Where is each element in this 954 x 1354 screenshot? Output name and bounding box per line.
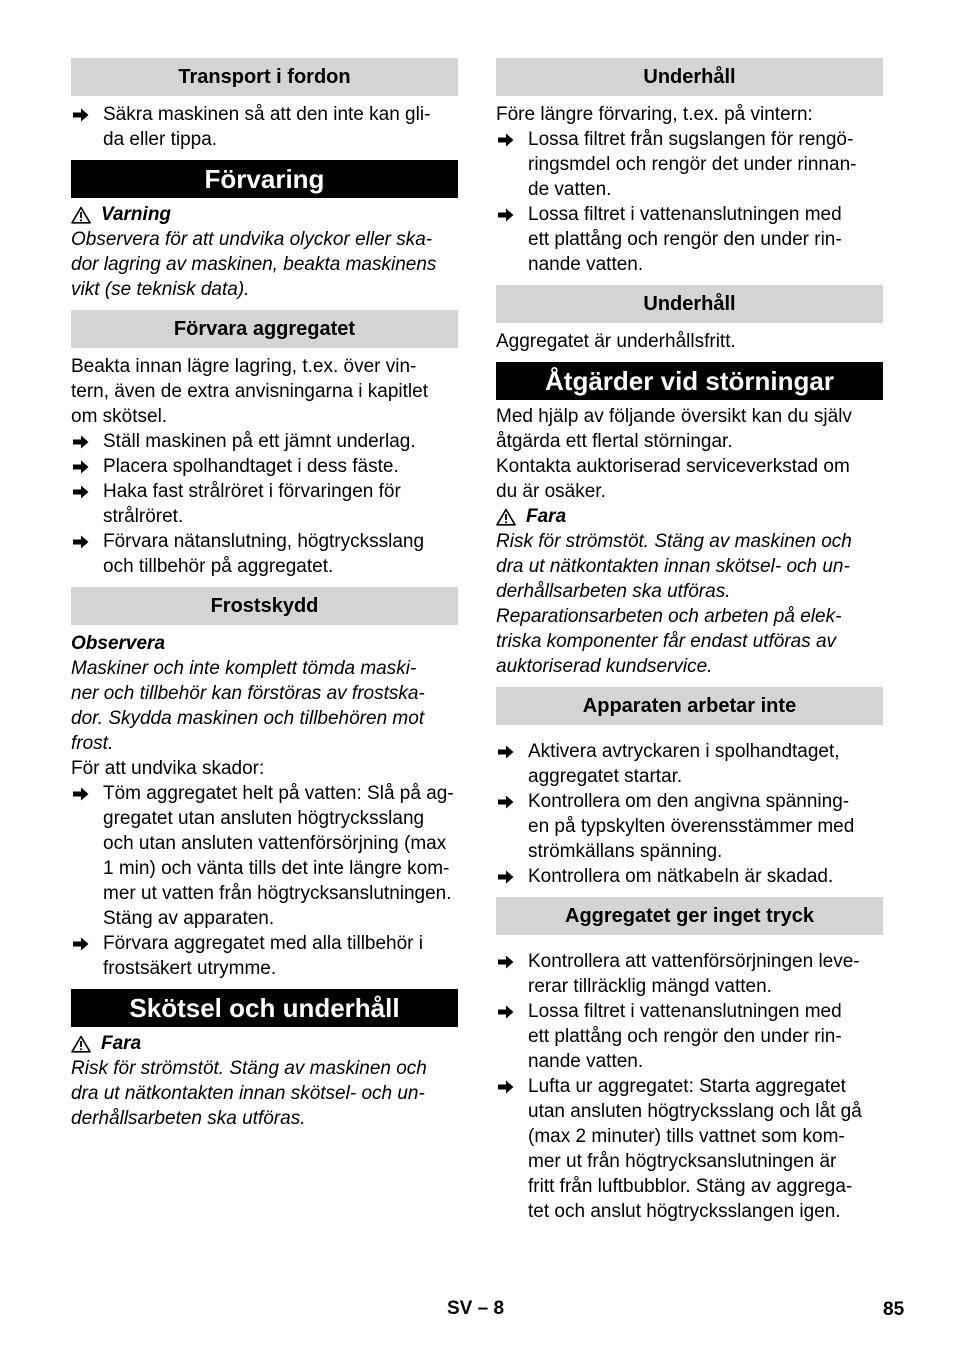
left-column [71, 58, 458, 1131]
list-item [71, 781, 458, 931]
list-item-text: Kontrollera att vattenförsörjningen leve- rerar tillräcklig mängd vatten. [528, 951, 860, 997]
list-item-text: Placera spolhandtaget i dess fäste. [103, 456, 399, 477]
footer-section: SV – 8 [447, 1298, 505, 1319]
tryck-heading: Aggregatet ger inget tryck [496, 897, 883, 935]
frost-list [71, 781, 458, 981]
arrow-right-icon [73, 485, 89, 499]
transport-list [71, 102, 458, 152]
list-item-text: Aktivera avtryckaren i spolhandtaget, aggregatet startar. [528, 741, 840, 787]
arrow-right-icon [498, 745, 514, 759]
fara-label-left [71, 1031, 458, 1056]
list-item [496, 739, 883, 789]
skotsel-heading: Skötsel och underhåll [71, 989, 458, 1027]
list-item [496, 202, 883, 277]
list-item [496, 999, 883, 1074]
arrow-right-icon [498, 955, 514, 969]
list-item-text: Kontrollera om den angivna spänning- en på typskylten överensstämmer med strömkällans spänning. [528, 791, 855, 862]
fara-text-label: Fara [101, 1033, 142, 1054]
arrow-right-icon [498, 795, 514, 809]
underhall2-text: Aggregatet är underhållsfritt. [496, 331, 736, 352]
frost-intro: För att undvika skador: [71, 758, 265, 779]
arrow-right-icon [498, 133, 514, 147]
atgarder-heading: Åtgärder vid störningar [496, 362, 883, 400]
list-item-text: Lufta ur aggregatet: Starta aggregatet utan ansluten högtrycksslang och låt gå (max 2 minuter) tills vattnet som kom- mer ut från högtrycksanslutningen är fritt från luftbubblor. Stäng av aggrega- tet och anslut högtrycksslangen igen. [528, 1076, 862, 1222]
list-item-text: Förvara aggregatet med alla tillbehör i frostsäkert utrymme. [103, 933, 424, 979]
list-item [496, 127, 883, 202]
list-item-text: Förvara nätanslutning, högtrycksslang och tillbehör på aggregatet. [103, 531, 425, 577]
observera-text: Maskiner och inte komplett tömda maski- ner och tillbehör kan förstöras av frostska- dor. Skydda maskinen och tillbehören mot frost. [71, 658, 425, 754]
forvara-heading: Förvara aggregatet [71, 310, 458, 348]
list-item [71, 479, 458, 529]
transport-heading: Transport i fordon [71, 58, 458, 96]
warning-triangle-icon [496, 508, 516, 526]
fara-text-left: Risk för strömstöt. Stäng av maskinen och dra ut nätkontakten innan skötsel- och un- derhållsarbeten ska utföras. [71, 1058, 427, 1129]
list-item-text: Töm aggregatet helt på vatten: Slå på ag- gregatet utan ansluten högtrycksslang och utan ansluten vattenförsörjning (max 1 min) och vänta tills det inte längre kom- mer ut vatten från högtrycksanslutningen. Stäng av apparaten. [103, 783, 454, 929]
list-item [496, 1074, 883, 1224]
right-column [496, 58, 883, 1224]
underhall1-list [496, 127, 883, 277]
arrow-right-icon [498, 1005, 514, 1019]
forvara-list [71, 429, 458, 579]
varning-text: Observera för att undvika olyckor eller ska- dor lagring av maskinen, beakta maskinens vikt (se teknisk data). [71, 229, 437, 300]
tryck-list [496, 949, 883, 1224]
arrow-right-icon [73, 460, 89, 474]
arrow-right-icon [73, 937, 89, 951]
arrow-right-icon [73, 535, 89, 549]
list-item [496, 864, 883, 889]
atgarder-intro: Med hjälp av följande översikt kan du själv åtgärda ett flertal störningar. Kontakta auktoriserad serviceverkstad om du är osäker. [496, 406, 852, 502]
apparaten-heading: Apparaten arbetar inte [496, 687, 883, 725]
arrow-right-icon [73, 787, 89, 801]
varning-label [71, 202, 458, 227]
warning-triangle-icon [71, 206, 91, 224]
list-item-text: Haka fast strålröret i förvaringen för strålröret. [103, 481, 401, 527]
forvara-intro: Beakta innan lägre lagring, t.ex. över vin- tern, även de extra anvisningarna i kapitlet om skötsel. [71, 356, 428, 427]
apparaten-list [496, 739, 883, 889]
arrow-right-icon [73, 435, 89, 449]
list-item-text: Säkra maskinen så att den inte kan gli- da eller tippa. [103, 104, 431, 150]
list-item [71, 102, 458, 152]
list-item-text: Ställ maskinen på ett jämnt underlag. [103, 431, 416, 452]
list-item-text: Kontrollera om nätkabeln är skadad. [528, 866, 834, 887]
list-item [71, 454, 458, 479]
observera-label: Observera [71, 633, 166, 654]
list-item-text: Lossa filtret i vattenanslutningen med ett plattång och rengör den under rin- nande vatten. [528, 1001, 842, 1072]
list-item [71, 931, 458, 981]
forvaring-heading: Förvaring [71, 160, 458, 198]
arrow-right-icon [498, 870, 514, 884]
list-item-text: Lossa filtret i vattenanslutningen med ett plattång och rengör den under rin- nande vatten. [528, 204, 842, 275]
fara-text-label: Fara [526, 506, 567, 527]
frost-heading: Frostskydd [71, 587, 458, 625]
underhall1-heading: Underhåll [496, 58, 883, 96]
underhall2-heading: Underhåll [496, 285, 883, 323]
footer-page-number: 85 [883, 1299, 905, 1320]
arrow-right-icon [498, 208, 514, 222]
fara-text-right: Risk för strömstöt. Stäng av maskinen och dra ut nätkontakten innan skötsel- och un- derhållsarbeten ska utföras. Reparationsarbeten och arbeten på elek- triska komponenter får endast utföras av auktoriserad kundservice. [496, 531, 852, 677]
warning-triangle-icon [71, 1035, 91, 1053]
arrow-right-icon [73, 108, 89, 122]
list-item [71, 529, 458, 579]
list-item [496, 949, 883, 999]
list-item-text: Lossa filtret från sugslangen för rengö- ringsmdel och rengör det under rinnan- de vatten. [528, 129, 857, 200]
varning-text-label: Varning [101, 204, 172, 225]
fara-label-right [496, 504, 883, 529]
list-item [496, 789, 883, 864]
underhall1-intro: Före längre förvaring, t.ex. på vintern: [496, 104, 813, 125]
list-item [71, 429, 458, 454]
arrow-right-icon [498, 1080, 514, 1094]
